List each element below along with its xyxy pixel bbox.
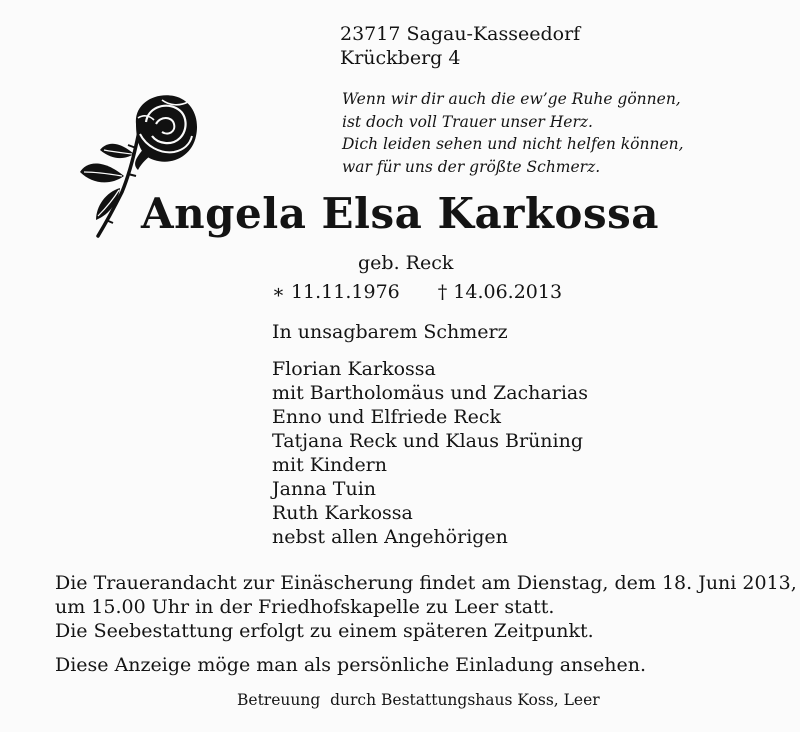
birth-date: ∗ 11.11.1976	[272, 281, 400, 303]
poem-line: war für uns der größte Schmerz.	[342, 157, 601, 176]
address-line: Krückberg 4	[340, 47, 461, 69]
mourning-line: In unsagbarem Schmerz	[272, 321, 508, 343]
service-info	[55, 571, 797, 643]
family-list	[272, 357, 588, 549]
address-line: 23717 Sagau-Kasseedorf	[340, 23, 581, 45]
service-line: um 15.00 Uhr in der Friedhofskapelle zu Leer statt.	[55, 596, 555, 618]
family-member: mit Kindern	[272, 454, 388, 476]
family-member: Enno und Elfriede Reck	[272, 406, 502, 428]
poem-block	[342, 88, 684, 178]
poem-line: ist doch voll Trauer unser Herz.	[342, 112, 593, 131]
address-block	[340, 22, 580, 70]
life-dates	[272, 280, 562, 304]
service-line: Die Seebestattung erfolgt zu einem späteren Zeitpunkt.	[55, 620, 594, 642]
family-member: nebst allen Angehörigen	[272, 526, 508, 548]
family-member: Tatjana Reck und Klaus Brüning	[272, 430, 584, 452]
invitation-line: Diese Anzeige möge man als persönliche Einladung ansehen.	[55, 654, 647, 676]
death-date: † 14.06.2013	[437, 281, 563, 303]
funeral-home-credit: Betreuung durch Bestattungshaus Koss, Leer	[237, 691, 600, 709]
family-member: mit Bartholomäus und Zacharias	[272, 382, 588, 404]
family-member: Janna Tuin	[272, 478, 377, 500]
service-line: Die Trauerandacht zur Einäscherung findet am Dienstag, dem 18. Juni 2013,	[55, 572, 797, 594]
family-member: Ruth Karkossa	[272, 502, 413, 524]
family-member: Florian Karkossa	[272, 358, 436, 380]
poem-line: Dich leiden sehen und nicht helfen können,	[342, 135, 684, 153]
deceased-name: Angela Elsa Karkossa	[141, 189, 659, 238]
poem-line: Wenn wir dir auch die ew’ge Ruhe gönnen,	[342, 90, 681, 108]
birth-name: geb. Reck	[358, 252, 454, 274]
